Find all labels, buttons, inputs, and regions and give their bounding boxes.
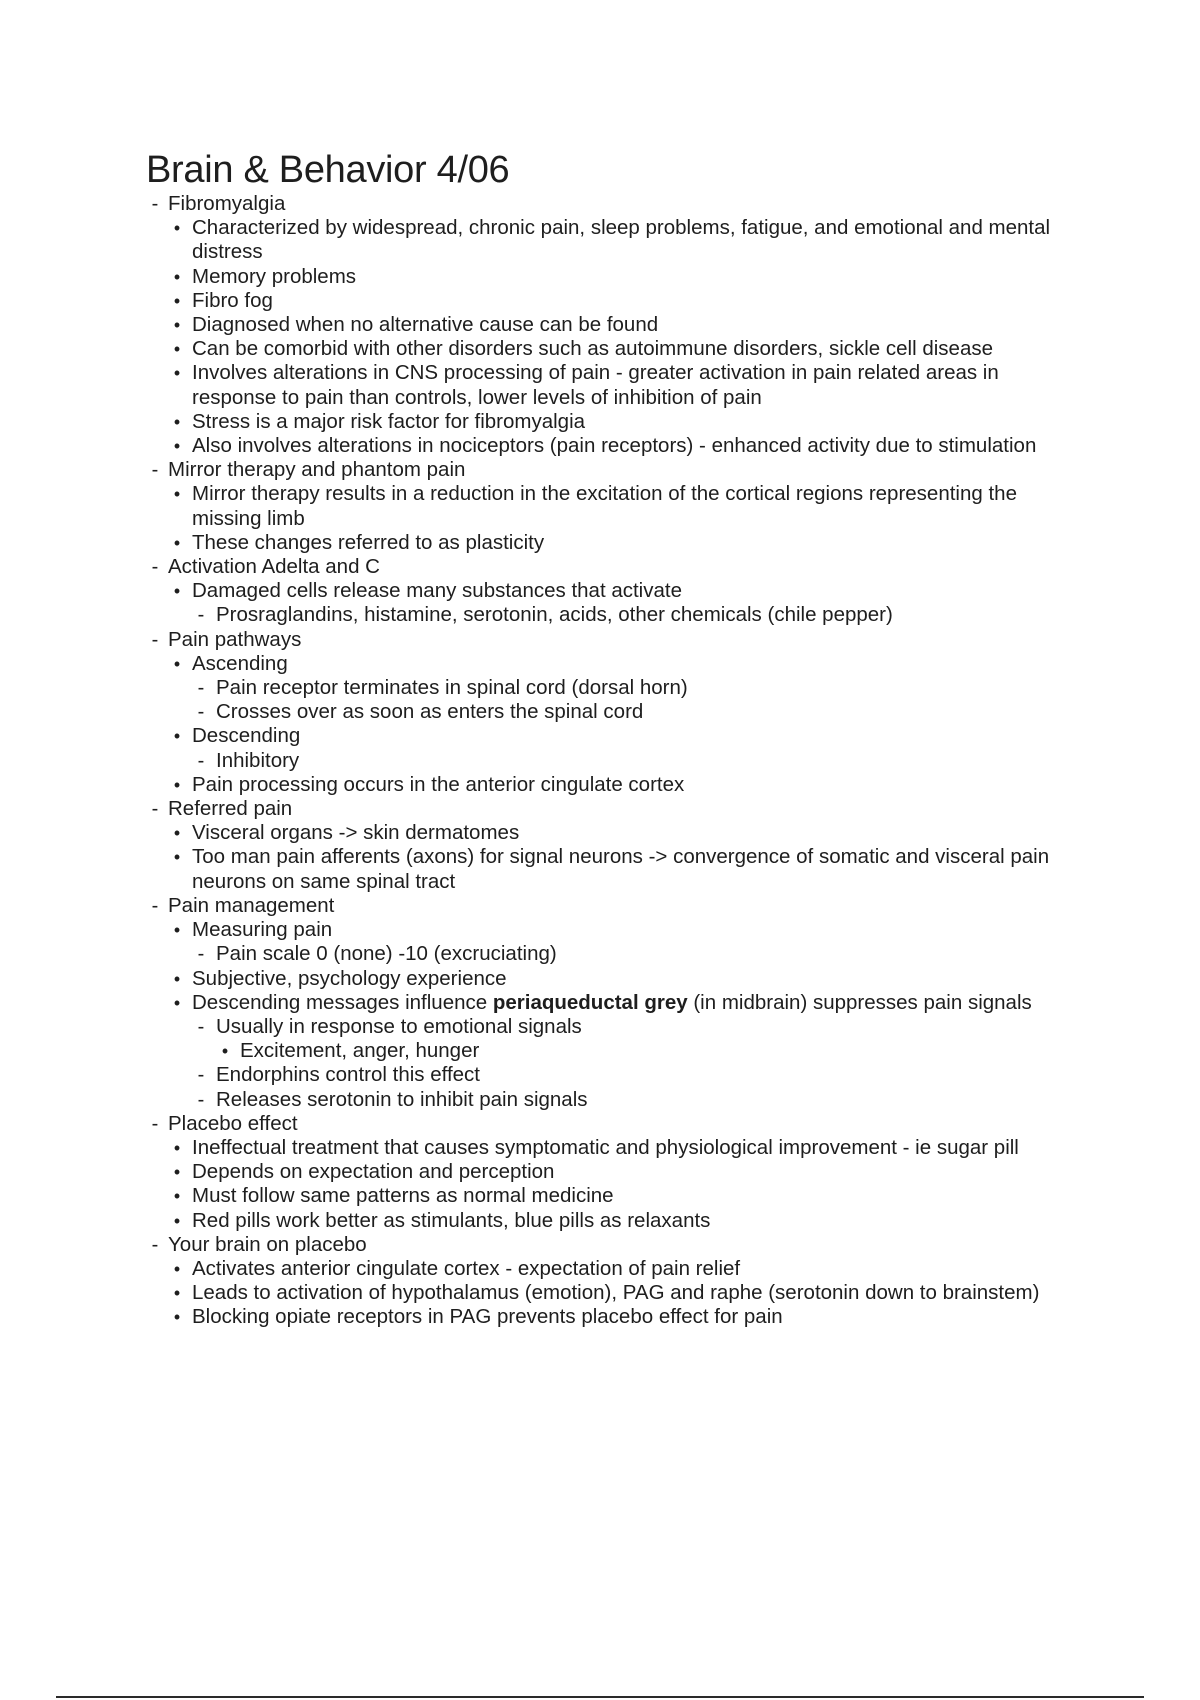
- list-item: • Must follow same patterns as normal medicine: [173, 1184, 614, 1208]
- section-heading: - Placebo effect: [151, 1111, 298, 1135]
- list-item: • Measuring pain: [173, 918, 333, 942]
- footer-divider: [56, 1696, 1144, 1698]
- list-item: • Mirror therapy results in a reduction in the excitation of the cortical regions representing the missing limb: [173, 482, 1017, 530]
- list-item: • Blocking opiate receptors in PAG prevents placebo effect for pain: [173, 1305, 783, 1329]
- list-item: • Stress is a major risk factor for fibromyalgia: [173, 409, 586, 433]
- list-item: • Involves alterations in CNS processing of pain - greater activation in pain related areas in response to pain than controls, lower levels of inhibition of pain: [173, 361, 999, 409]
- list-item: • Activates anterior cingulate cortex - expectation of pain relief: [173, 1256, 741, 1280]
- sub-sub-list-item: • Excitement, anger, hunger: [221, 1039, 480, 1063]
- sub-list-item: - Releases serotonin to inhibit pain signals: [197, 1087, 588, 1111]
- bold-term: periaqueductal grey: [492, 990, 688, 1014]
- list-item: • Can be comorbid with other disorders such as autoimmune disorders, sickle cell disease: [173, 337, 994, 361]
- list-item: • Also involves alterations in nociceptors (pain receptors) - enhanced activity due to stimulation: [173, 434, 1037, 458]
- list-item: • Leads to activation of hypothalamus (emotion), PAG and raphe (serotonin down to brainstem): [173, 1281, 1040, 1305]
- sub-list-item: - Crosses over as soon as enters the spinal cord: [197, 700, 644, 724]
- section-heading: - Referred pain: [151, 797, 293, 821]
- list-item: • Too man pain afferents (axons) for signal neurons -> convergence of somatic and visceral pain neurons on same spinal tract: [173, 845, 1050, 893]
- sub-list-item: - Pain scale 0 (none) -10 (excruciating): [197, 942, 557, 966]
- list-item: • Diagnosed when no alternative cause can be found: [173, 313, 659, 337]
- list-item: • Red pills work better as stimulants, blue pills as relaxants: [173, 1208, 711, 1232]
- section-heading: - Activation Adelta and C: [151, 555, 380, 579]
- sub-list-item: - Inhibitory: [197, 748, 300, 772]
- sub-list-item: - Prosraglandins, histamine, serotonin, acids, other chemicals (chile pepper): [197, 603, 893, 627]
- section-heading: - Mirror therapy and phantom pain: [151, 458, 466, 482]
- list-item: • Damaged cells release many substances that activate: [173, 579, 682, 603]
- section-heading: - Pain pathways: [151, 627, 302, 651]
- list-item: • Visceral organs -> skin dermatomes: [173, 821, 520, 845]
- list-item: • Depends on expectation and perception: [173, 1160, 555, 1184]
- sub-list-item: - Pain receptor terminates in spinal cord (dorsal horn): [197, 676, 688, 700]
- list-item: • Descending: [173, 724, 301, 748]
- list-item: • Characterized by widespread, chronic pain, sleep problems, fatigue, and emotional and mental distress: [173, 216, 1051, 264]
- sub-list-item: - Usually in response to emotional signals: [197, 1014, 582, 1038]
- page-title: Brain & Behavior 4/06: [146, 149, 510, 191]
- list-item: • Ineffectual treatment that causes symptomatic and physiological improvement - ie sugar pill: [173, 1135, 1019, 1159]
- list-item: • Subjective, psychology experience: [173, 966, 507, 990]
- list-item: • Memory problems: [173, 264, 357, 288]
- notes-list: [146, 192, 1086, 1330]
- sub-list-item: - Endorphins control this effect: [197, 1063, 480, 1087]
- section-heading: - Your brain on placebo: [151, 1232, 367, 1256]
- list-item: • Pain processing occurs in the anterior cingulate cortex: [173, 772, 685, 796]
- list-item: • Descending messages influence periaqueductal grey (in midbrain) suppresses pain signals: [173, 990, 1032, 1014]
- section-heading: - Fibromyalgia: [151, 192, 286, 215]
- list-item: • Ascending: [173, 651, 288, 675]
- section-heading: - Pain management: [151, 893, 335, 917]
- list-item: • These changes referred to as plasticity: [173, 530, 545, 554]
- list-item: • Fibro fog: [173, 288, 273, 312]
